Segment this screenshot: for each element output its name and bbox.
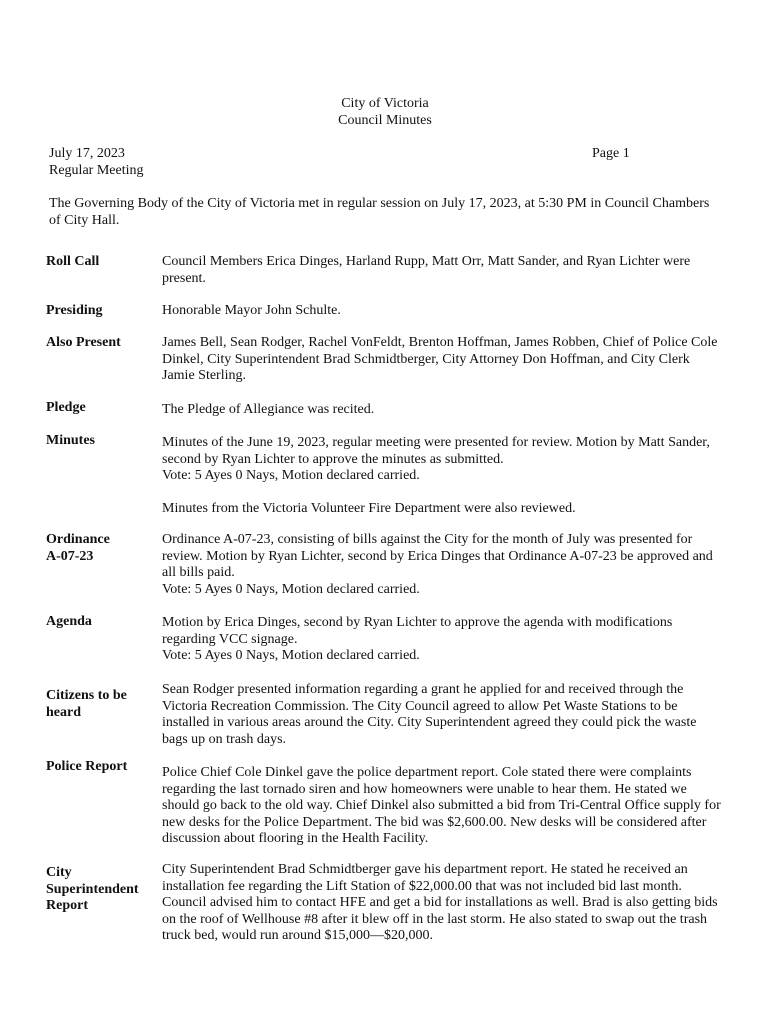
section-label-roll-call: Roll Call	[46, 254, 100, 269]
section-extra-minutes: Minutes from the Victoria Volunteer Fire Department were also reviewed.	[162, 501, 576, 516]
section-body-agenda	[162, 615, 722, 665]
document-title: Council Minutes	[338, 113, 432, 128]
section-text-citizens: Sean Rodger presented information regarding a grant he applied for and received through the Victoria Recreation Commission. The City Council agreed to allow Pet Waste Stations to be installed in various areas around the City. City Superintendent agreed they could pick the waste bags up on trash days.	[162, 682, 697, 747]
section-text-agenda: Motion by Erica Dinges, second by Ryan Lichter to approve the agenda with modifications regarding VCC signage.	[162, 615, 673, 647]
section-text-roll-call: Council Members Erica Dinges, Harland Rupp, Matt Orr, Matt Sander, and Ryan Lichter were present.	[162, 254, 691, 286]
vote-result: Vote: 5 Ayes 0 Nays, Motion declared carried.	[162, 468, 420, 483]
section-label-agenda: Agenda	[46, 614, 92, 629]
section-text-presiding: Honorable Mayor John Schulte.	[162, 303, 341, 318]
section-label-pledge: Pledge	[46, 400, 86, 415]
section-label-police: Police Report	[46, 759, 128, 774]
section-body-minutes	[162, 435, 722, 485]
city-title: City of Victoria	[341, 96, 429, 111]
page-number: Page 1	[592, 146, 630, 161]
section-label-also-present: Also Present	[46, 335, 121, 350]
section-text-also-present: James Bell, Sean Rodger, Rachel VonFeldt, Brenton Hoffman, James Robben, Chief of Police Cole Dinkel, City Superintendent Brad Schmidtberger, City Attorney Don Hoffman, and City Clerk Jamie Sterling.	[162, 335, 718, 383]
vote-result: Vote: 5 Ayes 0 Nays, Motion declared carried.	[162, 648, 420, 663]
section-label-ordinance	[46, 532, 156, 565]
meeting-type: Regular Meeting	[49, 163, 144, 178]
intro-paragraph: The Governing Body of the City of Victoria met in regular session on July 17, 2023, at 5:30 PM in Council Chambers of City Hall.	[49, 196, 710, 228]
section-label-superintendent: City Superintendent Report	[46, 865, 139, 913]
section-body-ordinance	[162, 532, 722, 598]
ordinance-label-line2: A-07-23	[46, 548, 94, 564]
vote-result: Vote: 5 Ayes 0 Nays, Motion declared carried.	[162, 581, 420, 597]
section-text-minutes: Minutes of the June 19, 2023, regular meeting were presented for review. Motion by Matt Sander, second by Ryan Lichter to approve the minutes as submitted.	[162, 435, 710, 467]
meeting-date: July 17, 2023	[49, 146, 125, 161]
section-text-ordinance: Ordinance A-07-23, consisting of bills against the City for the month of July was presented for review. Motion by Ryan Lichter, second by Erica Dinges that Ordinance A-07-23 be approved and all bills paid.	[162, 532, 713, 580]
section-text-police: Police Chief Cole Dinkel gave the police department report. Cole stated there were complaints regarding the last tornado siren and how homeowners were unable to hear them. He stated we should go back to the old way. Chief Dinkel also submitted a bid from Tri-Central Office supply for new desks for the Police Department. The bid was $2,600.00. New desks will be considered after discussion about flooring in the Health Facility.	[162, 765, 721, 846]
section-text-superintendent: City Superintendent Brad Schmidtberger gave his department report. He stated he received an installation fee regarding the Lift Station of $22,000.00 that was not included bid last month. Council advised him to contact HFE and get a bid for installations as well. Brad is also getting bids on the roof of Wellhouse #8 after it blew off in the last storm. He also stated to swap out the trash truck bed, would run around $15,000—$20,000.	[162, 862, 718, 943]
section-label-citizens: Citizens to be heard	[46, 688, 127, 720]
section-label-presiding: Presiding	[46, 303, 103, 318]
section-text-pledge: The Pledge of Allegiance was recited.	[162, 402, 375, 417]
ordinance-label-line1: Ordinance	[46, 532, 110, 547]
section-label-minutes: Minutes	[46, 433, 95, 448]
